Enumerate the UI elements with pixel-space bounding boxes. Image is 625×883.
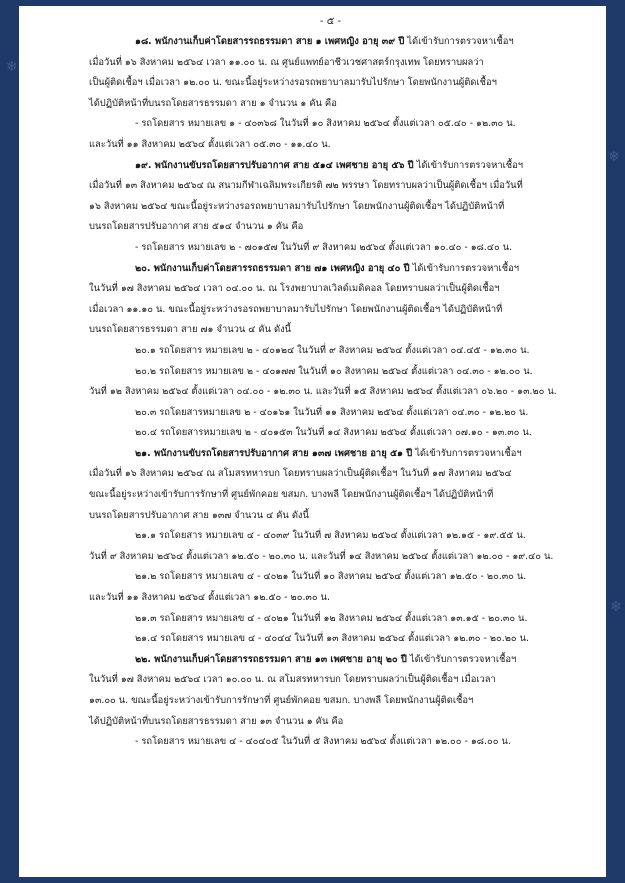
section-20-text: บนรถโดยสารธรรมดา สาย ๗๑ จำนวน ๔ คัน ดังนี้ bbox=[89, 324, 292, 336]
snowflake-decoration-icon: ❄ bbox=[610, 599, 622, 615]
section-22-heading: ๒๒. พนักงานเก็บค่าโดยสารรถธรรมดา สาย ๑๓ เพศชาย อายุ ๒๐ ปี ได้เข้ารับการตรวจหาเชื้อฯ bbox=[135, 653, 517, 665]
section-19-text: ๑๖ สิงหาคม ๒๕๖๔ ขณะนี้อยู่ระหว่างรอรถพยาบาลมารับไปรักษา โดยพนักงานผู้ติดเชื้อฯ ได้ปฏิบัติหน้าที่ bbox=[89, 200, 505, 212]
section-20-bus-4: ๒๐.๔ รถโดยสารหมายเลข ๒ - ๔๐๑๕๓ ในวันที่ ๑๔ สิงหาคม ๒๕๖๔ ตั้งแต่เวลา ๐๗.๑๐ - ๑๓.๓๐ น. bbox=[135, 427, 532, 439]
section-22-text: ในวันที่ ๑๗ สิงหาคม ๒๕๖๔ เวลา ๑๐.๐๐ น. ณ สโมสรทหารบก โดยทราบผลว่าเป็นผู้ติดเชื้อฯ เมื่อเวลา bbox=[89, 674, 496, 686]
section-21-text: ขณะนี้อยู่ระหว่างเข้ารับการรักษาที่ ศูนย์พักคอย ขสมก. บางพลี โดยพนักงานผู้ติดเชื้อฯ ได้ปฏิบัติหน้าที่ bbox=[89, 489, 494, 501]
section-21-bus-3: ๒๑.๓ รถโดยสาร หมายเลข ๔ - ๔๐๒๑ ในวันที่ ๑๒ สิงหาคม ๒๕๖๔ ตั้งแต่เวลา ๑๓.๑๕ - ๒๐.๓๐ น. bbox=[135, 612, 528, 624]
section-20-text: เมื่อเวลา ๑๑.๑๐ น. ขณะนี้อยู่ระหว่างรอรถพยาบาลมารับไปรักษา โดยพนักงานผู้ติดเชื้อฯ ได้ปฏิบัติหน้าที่ bbox=[89, 303, 503, 315]
section-20-text: ในวันที่ ๑๗ สิงหาคม ๒๕๖๔ เวลา ๐๔.๐๐ น. ณ โรงพยาบาลเวิลด์เมดิคอล โดยทราบผลว่าเป็นผู้ติดเชื้อฯ bbox=[89, 283, 500, 295]
section-21-bus-2-cont: และวันที่ ๑๑ สิงหาคม ๒๕๖๔ ตั้งแต่เวลา ๑๒.๕๐ - ๒๐.๓๐ น. bbox=[89, 592, 330, 604]
section-20-bus-3: ๒๐.๓ รถโดยสารหมายเลข ๒ - ๔๐๑๖๑ ในวันที่ ๑๑ สิงหาคม ๒๕๖๔ ตั้งแต่เวลา ๐๔.๓๐ - ๑๒.๒๐ น. bbox=[135, 406, 529, 418]
section-20-bus-2: ๒๐.๒ รถโดยสาร หมายเลข ๒ - ๔๐๑๗๗ ในวันที่ ๑๐ สิงหาคม ๒๕๖๔ ตั้งแต่เวลา ๐๔.๓๐ - ๑๒.๐๐ น. bbox=[135, 365, 533, 377]
section-22-bus: - รถโดยสาร หมายเลข ๔ - ๔๐๔๐๕ ในวันที่ ๕ สิงหาคม ๒๕๖๔ ตั้งแต่เวลา ๑๒.๐๐ - ๑๘.๐๐ น. bbox=[135, 736, 511, 748]
section-21-bus-4: ๒๑.๔ รถโดยสาร หมายเลข ๔ - ๔๐๔๔ ในวันที่ ๑๓ สิงหาคม ๒๕๖๔ ตั้งแต่เวลา ๑๒.๓๐ - ๒๐.๒๐ น. bbox=[135, 633, 530, 645]
section-20-bus-1: ๒๐.๑ รถโดยสาร หมายเลข ๒ - ๔๐๑๒๔ ในวันที่ ๙ สิงหาคม ๒๕๖๔ ตั้งแต่เวลา ๐๔.๔๕ - ๑๒.๓๐ น. bbox=[135, 344, 530, 356]
page-number: - ๕ - bbox=[319, 16, 342, 27]
document-page bbox=[19, 6, 606, 877]
section-20-bus-2-cont: วันที่ ๑๒ สิงหาคม ๒๕๖๔ ตั้งแต่เวลา ๐๔.๐๐ - ๑๒.๓๐ น. และวันที่ ๑๕ สิงหาคม ๒๕๖๔ ตั้งแต่เวลา ๐๖.๒๐ - ๑๓.๒๐ น. bbox=[89, 386, 557, 398]
section-21-heading: ๒๑. พนักงานขับรถโดยสารปรับอากาศ สาย ๑๓๗ เพศชาย อายุ ๕๑ ปี ได้เข้ารับการตรวจหาเชื้อฯ bbox=[135, 447, 522, 459]
section-18-text: ได้ปฏิบัติหน้าที่บนรถโดยสารธรรมดา สาย ๑ จำนวน ๑ คัน คือ bbox=[89, 97, 337, 109]
section-19-text: บนรถโดยสารปรับอากาศ สาย ๕๑๔ จำนวน ๑ คัน คือ bbox=[89, 221, 304, 233]
section-18-bus: และวันที่ ๑๑ สิงหาคม ๒๕๖๔ ตั้งแต่เวลา ๐๕.๓๐ - ๑๑.๔๐ น. bbox=[89, 138, 331, 150]
section-20-heading: ๒๐. พนักงานเก็บค่าโดยสารรถธรรมดา สาย ๗๑ เพศหญิง อายุ ๔๐ ปี ได้เข้ารับการตรวจหาเชื้อฯ bbox=[135, 262, 520, 274]
section-21-bus-2: ๒๑.๒ รถโดยสาร หมายเลข ๔ - ๔๐๒๑ ในวันที่ ๑๐ สิงหาคม ๒๕๖๔ ตั้งแต่เวลา ๑๒.๕๐ - ๒๐.๓๐ น. bbox=[135, 571, 527, 583]
section-18-text: เป็นผู้ติดเชื้อฯ เมื่อเวลา ๑๒.๐๐ น. ขณะนี้อยู่ระหว่างรอรถพยาบาลมารับไปรักษา โดยพนักงานผู้ติดเชื้อฯ bbox=[89, 77, 497, 89]
section-22-text: ๑๓.๐๐ น. ขณะนี้อยู่ระหว่างเข้ารับการรักษาที่ ศูนย์พักคอย ขสมก. บางพลี โดยพนักงานผู้ติดเชื้อฯ bbox=[89, 695, 474, 706]
section-18-heading: ๑๘. พนักงานเก็บค่าโดยสารรถธรรมดา สาย ๑ เพศหญิง อายุ ๓๙ ปี ได้เข้ารับการตรวจหาเชื้อฯ bbox=[135, 36, 514, 47]
snowflake-decoration-icon: ❄ bbox=[6, 59, 18, 75]
section-19-text: เมื่อวันที่ ๑๓ สิงหาคม ๒๕๖๔ ณ สนามกีฬาเฉลิมพระเกียรติ ๗๒ พรรษา โดยทราบผลว่าเป็นผู้ติดเชื้อฯ เมื่อวันที่ bbox=[89, 180, 523, 192]
section-21-text: บนรถโดยสารปรับอากาศ สาย ๑๓๗ จำนวน ๔ คัน ดังนี้ bbox=[89, 509, 309, 521]
section-18-bus: - รถโดยสาร หมายเลข ๑ - ๔๐๓๖๘ ในวันที่ ๑๐ สิงหาคม ๒๕๖๔ ตั้งแต่เวลา ๐๕.๔๐ - ๑๒.๓๐ น. bbox=[135, 118, 516, 130]
section-22-text: ได้ปฏิบัติหน้าที่บนรถโดยสารธรรมดา สาย ๑๓ จำนวน ๑ คัน คือ bbox=[89, 715, 344, 727]
section-18-text: เมื่อวันที่ ๑๖ สิงหาคม ๒๕๖๔ เวลา ๑๑.๐๐ น. ณ ศูนย์แพทย์อาชีวเวชศาสตร์กรุงเทพ โดยทราบผลว่า bbox=[89, 56, 484, 68]
section-21-bus-1: ๒๑.๑ รถโดยสาร หมายเลข ๔ - ๔๐๓๙ ในวันที่ ๗ สิงหาคม ๒๕๖๔ ตั้งแต่เวลา ๑๒.๑๕ - ๑๙.๕๕ น. bbox=[135, 530, 526, 542]
section-19-heading: ๑๙. พนักงานขับรถโดยสารปรับอากาศ สาย ๕๑๔ เพศชาย อายุ ๕๖ ปี ได้เข้ารับการตรวจหาเชื้อฯ bbox=[135, 159, 524, 171]
section-19-bus: - รถโดยสาร หมายเลข ๒ - ๗๐๑๕๗ ในวันที่ ๙ สิงหาคม ๒๕๖๔ ตั้งแต่เวลา ๑๐.๔๐ - ๑๘.๔๐ น. bbox=[135, 241, 513, 253]
section-21-text: เมื่อวันที่ ๑๖ สิงหาคม ๒๕๖๔ ณ สโมสรทหารบก โดยทราบผลว่าเป็นผู้ติดเชื้อฯ ในวันที่ ๑๗ สิงหาคม ๒๕๖๔ bbox=[89, 468, 512, 480]
snowflake-decoration-icon: ❄ bbox=[608, 149, 620, 165]
section-21-bus-1-cont: วันที่ ๙ สิงหาคม ๒๕๖๔ ตั้งแต่เวลา ๑๒.๕๐ - ๒๐.๓๐ น. และวันที่ ๑๔ สิงหาคม ๒๕๖๔ ตั้งแต่เวลา ๑๒.๐๐ - ๑๙.๔๐ น. bbox=[89, 550, 554, 562]
